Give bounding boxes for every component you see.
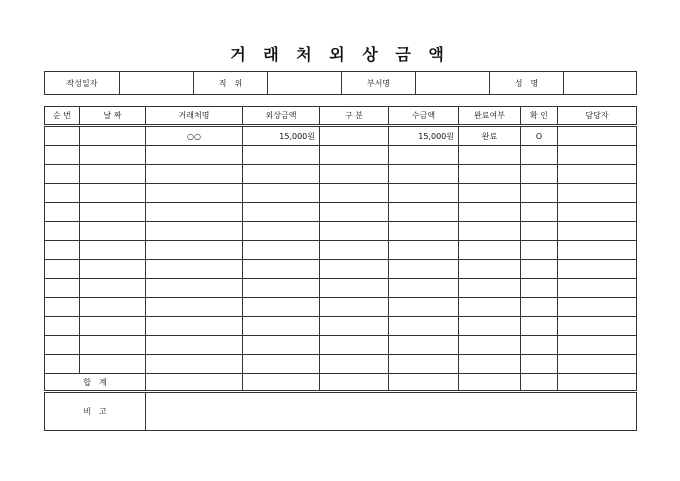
table-cell[interactable]	[146, 203, 243, 222]
table-cell[interactable]	[320, 355, 389, 374]
position-field[interactable]	[268, 72, 342, 95]
table-cell[interactable]	[45, 260, 80, 279]
table-cell[interactable]	[45, 184, 80, 203]
note-label: 비 고	[45, 392, 146, 431]
table-cell[interactable]	[320, 184, 389, 203]
table-cell[interactable]	[558, 165, 637, 184]
table-cell[interactable]	[558, 126, 637, 146]
table-cell[interactable]	[320, 126, 389, 146]
total-row	[45, 374, 637, 392]
table-row	[45, 203, 637, 222]
table-cell[interactable]	[45, 203, 80, 222]
table-cell[interactable]	[146, 298, 243, 317]
table-cell[interactable]	[45, 298, 80, 317]
table-cell[interactable]	[80, 126, 146, 146]
table-cell[interactable]	[80, 184, 146, 203]
table-cell[interactable]	[243, 222, 320, 241]
table-cell[interactable]	[558, 298, 637, 317]
table-cell[interactable]	[521, 184, 558, 203]
total-cell[interactable]	[459, 374, 521, 392]
table-cell[interactable]	[389, 336, 459, 355]
table-cell[interactable]	[459, 184, 521, 203]
table-cell[interactable]	[459, 165, 521, 184]
table-cell[interactable]	[389, 317, 459, 336]
table-cell[interactable]	[389, 203, 459, 222]
table-cell[interactable]	[389, 355, 459, 374]
col-header: 거래처명	[146, 107, 243, 126]
table-cell[interactable]	[521, 203, 558, 222]
table-cell[interactable]	[558, 222, 637, 241]
table-cell[interactable]	[389, 146, 459, 165]
table-cell[interactable]	[558, 317, 637, 336]
table-cell[interactable]	[521, 260, 558, 279]
table-cell[interactable]	[558, 336, 637, 355]
table-cell[interactable]: O	[521, 126, 558, 146]
table-cell[interactable]	[146, 279, 243, 298]
table-cell[interactable]	[146, 317, 243, 336]
table-cell[interactable]: 15,000원	[389, 126, 459, 146]
total-cell[interactable]	[146, 374, 243, 392]
dept-label: 부서명	[342, 72, 416, 95]
table-cell[interactable]	[45, 222, 80, 241]
table-row	[45, 355, 637, 374]
table-row	[45, 298, 637, 317]
total-label: 합 계	[45, 374, 146, 392]
table-cell[interactable]	[320, 203, 389, 222]
table-row	[45, 336, 637, 355]
col-header: 담당자	[558, 107, 637, 126]
table-cell[interactable]	[146, 241, 243, 260]
table-cell[interactable]	[558, 260, 637, 279]
table-cell[interactable]	[521, 336, 558, 355]
page-title: 거 래 처 외 상 금 액	[230, 45, 450, 64]
table-cell[interactable]	[243, 203, 320, 222]
table-cell[interactable]	[146, 336, 243, 355]
col-header: 확 인	[521, 107, 558, 126]
table-cell[interactable]	[558, 241, 637, 260]
table-cell[interactable]	[558, 279, 637, 298]
total-cell[interactable]	[243, 374, 320, 392]
table-cell[interactable]	[459, 298, 521, 317]
total-cell[interactable]	[558, 374, 637, 392]
table-cell[interactable]	[389, 184, 459, 203]
table-cell[interactable]	[558, 203, 637, 222]
table-cell[interactable]	[243, 279, 320, 298]
table-cell[interactable]	[389, 298, 459, 317]
table-cell[interactable]	[558, 355, 637, 374]
table-cell[interactable]	[80, 241, 146, 260]
table-cell[interactable]	[320, 336, 389, 355]
col-header: 구 분	[320, 107, 389, 126]
table-cell[interactable]	[45, 241, 80, 260]
table-cell[interactable]	[558, 184, 637, 203]
table-row	[45, 146, 637, 165]
table-cell[interactable]	[45, 146, 80, 165]
name-field[interactable]	[564, 72, 637, 95]
table-cell[interactable]	[320, 298, 389, 317]
table-row	[45, 222, 637, 241]
table-cell[interactable]	[45, 279, 80, 298]
table-cell[interactable]	[45, 165, 80, 184]
table-cell[interactable]	[389, 279, 459, 298]
table-cell[interactable]	[80, 298, 146, 317]
header-row	[45, 107, 637, 126]
col-header: 완료여부	[459, 107, 521, 126]
table-row	[45, 260, 637, 279]
table-cell[interactable]	[521, 298, 558, 317]
table-cell[interactable]	[80, 222, 146, 241]
name-label: 성 명	[490, 72, 564, 95]
table-cell[interactable]	[459, 260, 521, 279]
date-label: 작성일자	[45, 72, 120, 95]
table-cell[interactable]	[243, 260, 320, 279]
table-cell[interactable]	[521, 165, 558, 184]
table-cell[interactable]	[389, 241, 459, 260]
total-cell[interactable]	[320, 374, 389, 392]
table-row	[45, 279, 637, 298]
table-cell[interactable]	[45, 126, 80, 146]
table-row	[45, 184, 637, 203]
table-cell[interactable]	[80, 146, 146, 165]
table-cell[interactable]	[45, 336, 80, 355]
table-cell[interactable]	[320, 222, 389, 241]
table-cell[interactable]	[243, 355, 320, 374]
table-cell[interactable]	[320, 317, 389, 336]
table-cell[interactable]	[521, 222, 558, 241]
table-cell[interactable]	[243, 165, 320, 184]
info-table	[44, 71, 637, 95]
table-cell[interactable]	[320, 146, 389, 165]
table-cell[interactable]	[146, 260, 243, 279]
table-cell[interactable]	[320, 260, 389, 279]
table-cell[interactable]	[80, 317, 146, 336]
dept-field[interactable]	[416, 72, 490, 95]
table-cell[interactable]	[146, 222, 243, 241]
position-label: 직 위	[194, 72, 268, 95]
table-cell[interactable]	[521, 279, 558, 298]
table-cell[interactable]	[389, 165, 459, 184]
table-cell[interactable]	[459, 222, 521, 241]
table-cell[interactable]	[243, 298, 320, 317]
col-header: 외상금액	[243, 107, 320, 126]
table-cell[interactable]	[80, 260, 146, 279]
table-cell[interactable]	[243, 317, 320, 336]
table-cell[interactable]: 완료	[459, 126, 521, 146]
table-cell[interactable]	[459, 279, 521, 298]
col-header: 순 번	[45, 107, 80, 126]
table-cell[interactable]	[146, 355, 243, 374]
table-cell[interactable]	[320, 165, 389, 184]
table-cell[interactable]	[243, 241, 320, 260]
table-cell[interactable]: ○○	[146, 126, 243, 146]
table-row	[45, 165, 637, 184]
table-cell[interactable]	[243, 336, 320, 355]
table-cell[interactable]	[80, 336, 146, 355]
table-cell[interactable]	[459, 241, 521, 260]
col-header: 수금액	[389, 107, 459, 126]
table-cell[interactable]	[80, 203, 146, 222]
table-cell[interactable]	[80, 165, 146, 184]
table-cell[interactable]	[521, 241, 558, 260]
table-cell[interactable]	[459, 336, 521, 355]
table-cell[interactable]	[558, 146, 637, 165]
table-cell[interactable]	[146, 165, 243, 184]
table-cell[interactable]	[45, 317, 80, 336]
table-row	[45, 317, 637, 336]
table-cell[interactable]	[459, 146, 521, 165]
table-cell[interactable]	[243, 184, 320, 203]
total-cell[interactable]	[521, 374, 558, 392]
table-cell[interactable]	[320, 241, 389, 260]
ledger-table	[44, 106, 637, 431]
table-cell[interactable]	[459, 203, 521, 222]
table-cell[interactable]: 15,000원	[243, 126, 320, 146]
table-cell[interactable]	[389, 222, 459, 241]
table-cell[interactable]	[80, 355, 146, 374]
table-cell[interactable]	[45, 355, 80, 374]
table-cell[interactable]	[146, 184, 243, 203]
table-cell[interactable]	[243, 146, 320, 165]
table-cell[interactable]	[80, 279, 146, 298]
col-header: 날 짜	[80, 107, 146, 126]
note-row	[45, 392, 637, 431]
table-row	[45, 241, 637, 260]
table-cell[interactable]	[459, 355, 521, 374]
table-row	[45, 126, 637, 146]
table-cell[interactable]	[459, 317, 521, 336]
table-cell[interactable]	[521, 317, 558, 336]
total-cell[interactable]	[389, 374, 459, 392]
date-field[interactable]	[120, 72, 194, 95]
table-cell[interactable]	[389, 260, 459, 279]
note-field[interactable]	[146, 392, 637, 431]
table-cell[interactable]	[521, 146, 558, 165]
table-cell[interactable]	[320, 279, 389, 298]
table-cell[interactable]	[146, 146, 243, 165]
table-cell[interactable]	[521, 355, 558, 374]
